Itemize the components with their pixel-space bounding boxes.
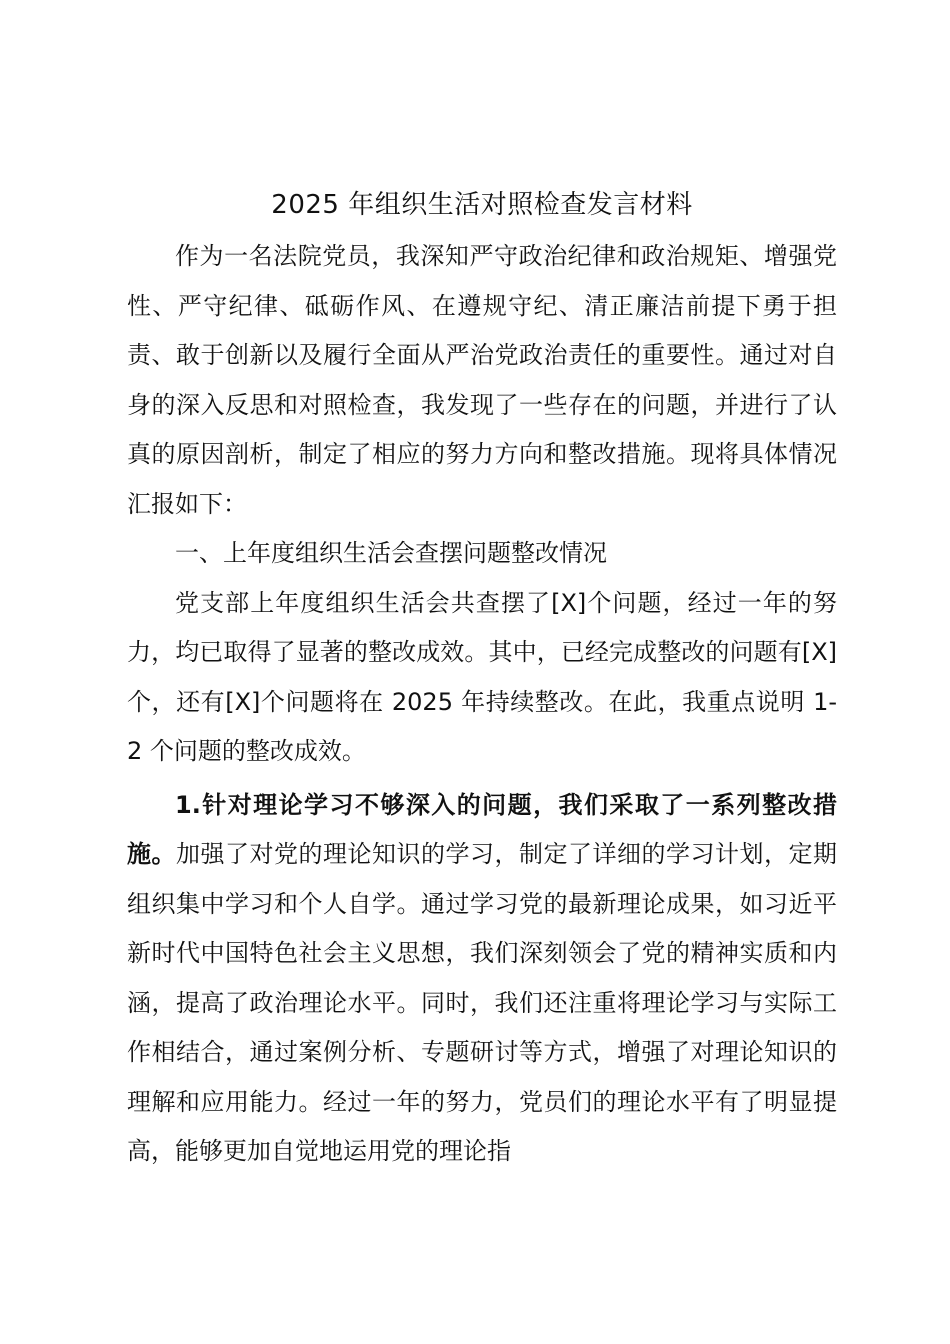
intro-paragraph: 作为一名法院党员，我深知严守政治纪律和政治规矩、增强党性、严守纪律、砥砺作风、在遵规守纪、清正廉洁前提下勇于担责、敢于创新以及履行全面从严治党政治责任的重要性。通过对自身的深入反思和对照检查，我发现了一些存在的问题，并进行了认真的原因剖析，制定了相应的努力方向和整改措施。现将具体情况汇报如下： <box>127 242 837 518</box>
item-lead-sentence: 1.针对理论学习不够深入的问题，我们采取了一系列整改措施。 <box>127 790 837 868</box>
document-title: 2025 年组织生活对照检查发言材料 <box>271 190 693 220</box>
document-body <box>127 180 837 1177</box>
section-heading: 一、上年度组织生活会查摆问题整改情况 <box>175 539 607 567</box>
item-paragraph <box>127 781 837 1177</box>
item-body-text: 加强了对党的理论知识的学习，制定了详细的学习计划，定期组织集中学习和个人自学。通过学习党的最新理论成果，如习近平新时代中国特色社会主义思想，我们深刻领会了党的精神实质和内涵，提高了政治理论水平。同时，我们还注重将理论学习与实际工作相结合，通过案例分析、专题研讨等方式，增强了对理论知识的理解和应用能力。经过一年的努力，党员们的理论水平有了明显提高，能够更加自觉地运用党的理论指 <box>127 840 837 1165</box>
section-paragraph: 党支部上年度组织生活会共查摆了[X]个问题，经过一年的努力，均已取得了显著的整改成效。其中，已经完成整改的问题有[X]个，还有[X]个问题将在 2025 年持续整改。在此，我重点说明 1-2 个问题的整改成效。 <box>127 588 837 765</box>
